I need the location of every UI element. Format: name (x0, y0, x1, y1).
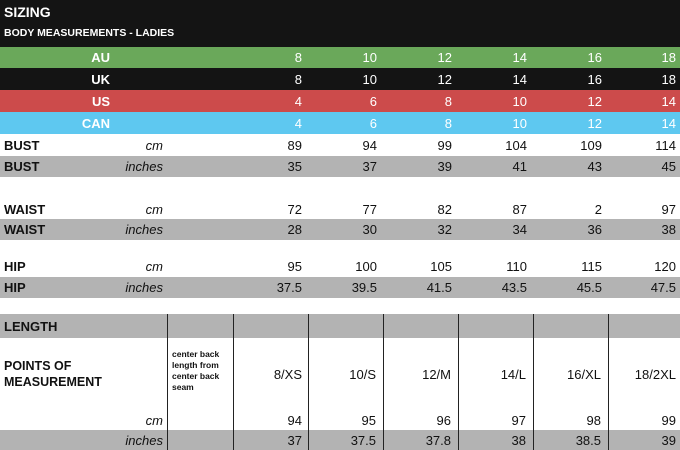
measure-unit: inches (125, 159, 163, 174)
measure-value: 110 (506, 259, 527, 274)
size-value: 10 (512, 93, 527, 109)
measure-value: 28 (287, 222, 302, 237)
measure-value: 115 (581, 259, 602, 274)
column-divider (383, 314, 384, 450)
size-value: 16 (587, 50, 602, 65)
measure-label: BUST (4, 159, 40, 174)
column-divider (608, 314, 609, 450)
measure-row-bust-inches (0, 156, 680, 177)
length-inch-value: 37.5 (350, 432, 376, 448)
length-size-label: 18/2XL (634, 366, 676, 382)
length-cm-value: 99 (661, 412, 676, 428)
measure-value: 37 (362, 159, 377, 174)
length-cm-value: 94 (287, 412, 302, 428)
measure-value: 43 (587, 159, 602, 174)
size-row-can (0, 112, 680, 134)
size-row-us (0, 90, 680, 112)
size-system-label: CAN (81, 115, 110, 131)
measure-value: 89 (287, 138, 302, 153)
length-cm-row (0, 410, 680, 430)
size-value: 14 (661, 115, 676, 131)
length-inch-value: 37.8 (425, 432, 451, 448)
page-subtitle: BODY MEASUREMENTS - LADIES (4, 27, 175, 39)
size-system-label: UK (91, 71, 110, 87)
measure-row-hip-cm (0, 256, 680, 277)
length-size-label: 16/XL (567, 366, 601, 382)
measurement-description: center back length from center back seam (172, 349, 220, 392)
length-inches-row (0, 430, 680, 450)
length-cm-value: 95 (361, 412, 376, 428)
measure-row-waist-inches (0, 219, 680, 240)
length-inch-value: 37 (287, 432, 302, 448)
length-size-label: 8/XS (273, 366, 302, 382)
measure-value: 109 (580, 138, 602, 153)
measure-label: WAIST (4, 202, 46, 217)
length-header-band (0, 314, 680, 338)
size-value: 12 (587, 93, 602, 109)
measure-unit: cm (145, 138, 163, 153)
measure-value: 38 (661, 222, 676, 237)
size-value: 8 (294, 71, 302, 87)
length-inches-unit: inches (125, 432, 163, 448)
page-title: SIZING (4, 4, 51, 20)
length-size-label: 12/M (422, 366, 451, 382)
measure-label: BUST (4, 138, 40, 153)
size-row-au (0, 47, 680, 68)
length-cm-value: 98 (586, 412, 601, 428)
measure-value: 34 (512, 222, 527, 237)
measure-value: 94 (362, 138, 377, 153)
measure-value: 72 (287, 202, 302, 217)
measure-unit: cm (145, 202, 163, 217)
header-banner (0, 0, 680, 47)
measure-value: 35 (287, 159, 302, 174)
column-divider (233, 314, 234, 450)
column-divider (533, 314, 534, 450)
size-system-label: US (91, 93, 110, 109)
size-value: 8 (294, 50, 302, 65)
size-value: 10 (362, 50, 377, 65)
length-cm-value: 96 (436, 412, 451, 428)
measure-value: 41 (512, 159, 527, 174)
length-cm-unit: cm (145, 412, 163, 428)
measure-value: 120 (654, 259, 676, 274)
measure-value: 37.5 (276, 280, 302, 295)
length-inch-value: 38.5 (575, 432, 601, 448)
length-inch-value: 38 (511, 432, 526, 448)
measure-value: 99 (437, 138, 452, 153)
size-value: 12 (437, 50, 452, 65)
measure-value: 39 (437, 159, 452, 174)
size-value: 8 (444, 115, 452, 131)
measure-value: 2 (594, 202, 602, 217)
size-value: 18 (661, 71, 676, 87)
size-value: 4 (294, 115, 302, 131)
size-row-uk (0, 68, 680, 90)
measure-value: 104 (505, 138, 527, 153)
measure-row-hip-inches (0, 277, 680, 298)
measure-value: 105 (430, 259, 452, 274)
size-value: 10 (362, 71, 377, 87)
measure-row-waist-cm (0, 199, 680, 220)
measure-value: 87 (512, 202, 527, 217)
measure-value: 45.5 (576, 280, 602, 295)
size-value: 12 (587, 115, 602, 131)
measure-value: 41.5 (426, 280, 452, 295)
measure-row-bust-cm (0, 135, 680, 156)
length-cm-value: 97 (511, 412, 526, 428)
size-value: 8 (444, 93, 452, 109)
size-value: 14 (512, 50, 527, 65)
size-value: 6 (369, 93, 377, 109)
measure-value: 30 (362, 222, 377, 237)
measure-value: 39.5 (351, 280, 377, 295)
measure-value: 97 (661, 202, 676, 217)
measure-value: 114 (655, 138, 676, 153)
measure-label: HIP (4, 259, 26, 274)
length-size-label: 10/S (349, 366, 376, 382)
measure-value: 43.5 (501, 280, 527, 295)
size-value: 16 (587, 71, 602, 87)
measure-value: 32 (437, 222, 452, 237)
measure-unit: cm (145, 259, 163, 274)
length-size-label: 14/L (500, 366, 526, 382)
points-label-line2: MEASUREMENT (4, 375, 102, 389)
measure-value: 36 (587, 222, 602, 237)
size-value: 4 (294, 93, 302, 109)
size-value: 12 (437, 71, 452, 87)
points-label-line1: POINTS OF (4, 359, 72, 373)
size-value: 6 (369, 115, 377, 131)
measure-value: 82 (437, 202, 452, 217)
size-value: 14 (512, 71, 527, 87)
measure-value: 95 (287, 259, 302, 274)
column-divider (458, 314, 459, 450)
size-value: 18 (661, 50, 676, 65)
measure-value: 77 (362, 202, 377, 217)
size-value: 14 (661, 93, 676, 109)
size-value: 10 (512, 115, 527, 131)
measure-value: 45 (661, 159, 676, 174)
length-inch-value: 39 (661, 432, 676, 448)
column-divider (308, 314, 309, 450)
size-system-label: AU (91, 50, 110, 65)
measure-label: WAIST (4, 222, 46, 237)
measure-value: 47.5 (650, 280, 676, 295)
column-divider (167, 314, 168, 450)
measure-unit: inches (125, 222, 163, 237)
length-title: LENGTH (4, 318, 58, 334)
measure-unit: inches (125, 280, 163, 295)
measure-label: HIP (4, 280, 26, 295)
measure-value: 100 (355, 259, 377, 274)
